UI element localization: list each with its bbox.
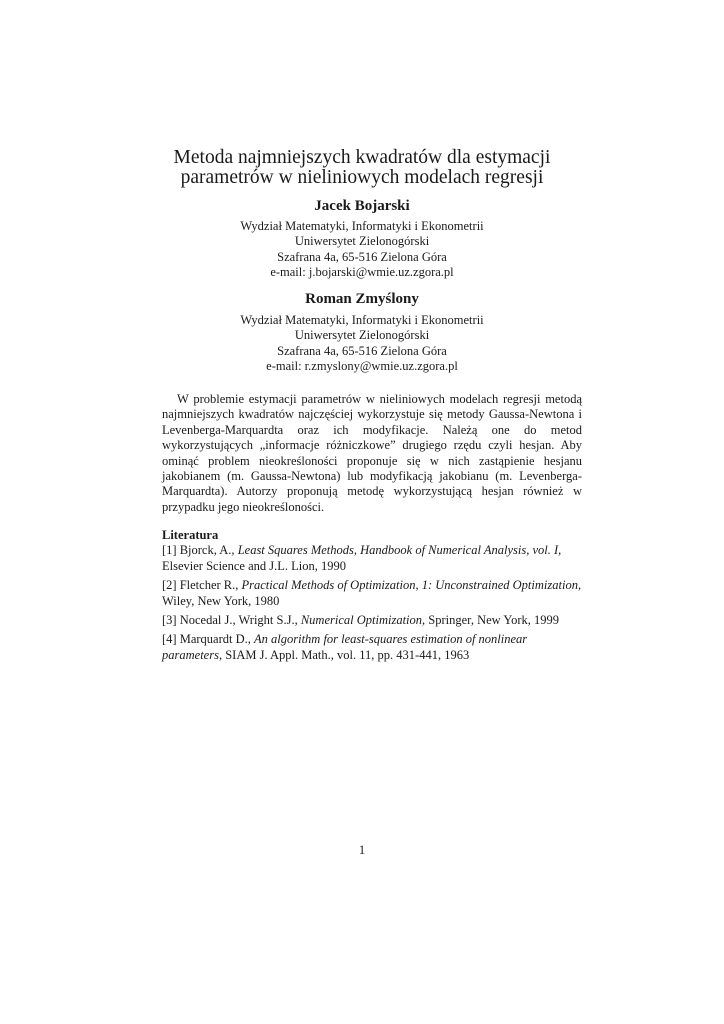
references-heading: Literatura <box>162 528 219 542</box>
reference-title: Least Squares Methods, Handbook of Numerical Analysis, vol. I, <box>237 543 562 558</box>
reference-item <box>162 632 582 663</box>
reference-authors: [3] Nocedal J., Wright S.J., <box>162 613 301 628</box>
reference-title: Practical Methods of Optimization, 1: Unconstrained Optimization, <box>241 578 582 593</box>
title-line-2: parametrów w nieliniowych modelach regresji <box>180 167 544 188</box>
affiliation-email: e-mail: r.zmyslony@wmie.uz.zgora.pl <box>266 359 458 374</box>
affiliation-email: e-mail: j.bojarski@wmie.uz.zgora.pl <box>270 265 454 280</box>
reference-publisher: Springer, New York, 1999 <box>425 613 560 628</box>
author-name-1: Jacek Bojarski <box>314 198 410 214</box>
reference-publisher: SIAM J. Appl. Math., vol. 11, pp. 431-441, 1963 <box>222 647 470 662</box>
affiliation-address: Szafrana 4a, 65-516 Zielona Góra <box>277 249 447 264</box>
reference-item <box>162 613 582 628</box>
author-affiliation-2 <box>0 313 724 375</box>
affiliation-faculty: Wydział Matematyki, Informatyki i Ekonometrii <box>240 219 484 233</box>
affiliation-university: Uniwersytet Zielonogórski <box>294 234 430 249</box>
reference-publisher: Wiley, New York, 1980 <box>162 593 280 608</box>
reference-publisher: Elsevier Science and J.L. Lion, 1990 <box>162 558 346 573</box>
title-line-1: Metoda najmniejszych kwadratów dla estymacji <box>173 147 551 168</box>
paper-title <box>0 148 724 188</box>
reference-authors: [4] Marquardt D., <box>162 632 254 647</box>
reference-item <box>162 578 582 609</box>
reference-title: An algorithm for least-squares estimation of nonlinear parameters, <box>162 632 528 662</box>
affiliation-address: Szafrana 4a, 65-516 Zielona Góra <box>277 343 447 358</box>
reference-title: Numerical Optimization, <box>300 613 426 628</box>
author-affiliation-1 <box>0 219 724 281</box>
reference-item <box>162 543 582 574</box>
abstract-paragraph: W problemie estymacji parametrów w nieliniowych modelach regresji metodą najmniejszych kwadratów najczęściej wykorzystuje się metody Gaussa-Newtona i Levenberga-Marquardta oraz ich modyfikacje. Należą one do metod wykorzystujących „informacje różniczkowe” drugiego rzędu czyli hesjan. Aby ominąć problem nieokreśloności proponuje się w nich zastąpienie hesjanu jakobianem (m. Gaussa-Newtona) lub modyfikacją jakobianu (m. Levenberga-Marquardta). Autorzy proponują metodę wykorzystującą hesjan również w przypadku jego nieokreśloności. <box>162 392 582 514</box>
author-name-2: Roman Zmyślony <box>305 291 419 307</box>
affiliation-university: Uniwersytet Zielonogórski <box>294 328 430 343</box>
reference-authors: [1] Bjorck, A., <box>162 543 238 558</box>
references-section <box>162 528 582 667</box>
affiliation-faculty: Wydział Matematyki, Informatyki i Ekonometrii <box>240 313 484 327</box>
reference-authors: [2] Fletcher R., <box>162 578 242 593</box>
page-number: 1 <box>358 843 366 857</box>
